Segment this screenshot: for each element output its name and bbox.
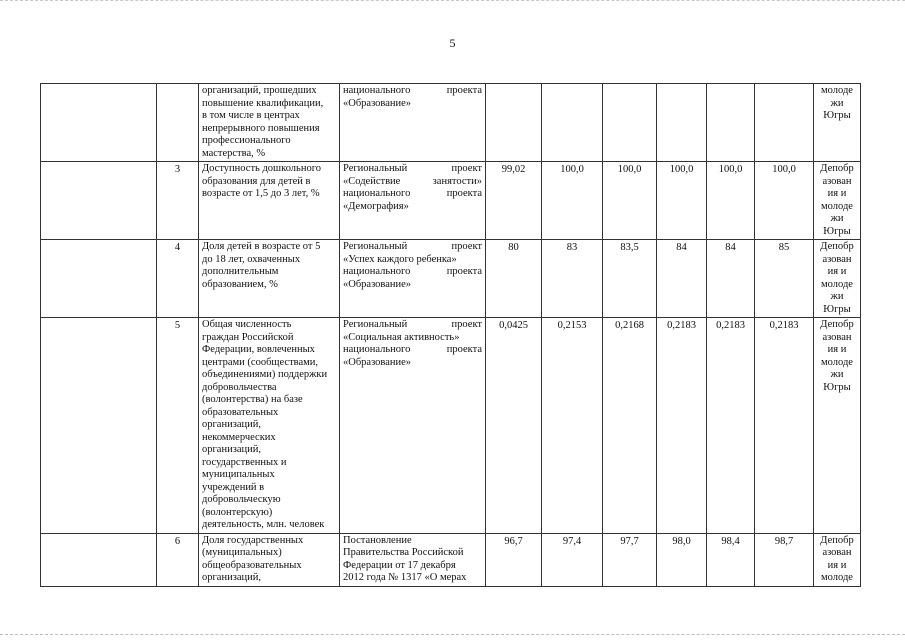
basis-word: национального	[343, 85, 411, 96]
responsible-line: Депобр	[820, 163, 854, 174]
row-number-cell: 4	[157, 240, 199, 318]
responsible-line: ия и	[827, 266, 847, 277]
basis-word: национального	[343, 188, 411, 199]
value-cell: 0,0425	[486, 318, 542, 534]
basis-line	[343, 344, 482, 357]
responsible-line: жи	[830, 97, 844, 109]
basis-word: Региональный	[343, 163, 408, 174]
table-row	[41, 533, 861, 586]
value-cell: 99,02	[486, 162, 542, 240]
value-cell: 98,0	[657, 533, 707, 586]
responsible-cell	[814, 162, 861, 240]
blank-cell	[41, 318, 157, 534]
indicator-line: Доля государственных	[202, 534, 304, 546]
responsible-line: жи	[830, 369, 844, 380]
basis-line	[343, 319, 482, 332]
table-row	[41, 240, 861, 318]
responsible-line: жи	[830, 213, 844, 224]
basis-line	[343, 163, 482, 176]
basis-line	[343, 85, 482, 98]
basis-line	[343, 176, 482, 189]
basis-line	[343, 188, 482, 201]
basis-line	[343, 241, 482, 254]
basis-word: «Содействие	[343, 175, 401, 187]
page-top-edge	[0, 0, 905, 2]
indicator-line: некоммерческих	[202, 431, 276, 443]
indicator-line: организаций,	[202, 444, 261, 455]
basis-cell	[340, 84, 486, 162]
responsible-cell	[814, 318, 861, 534]
indicator-line: Федерации, вовлеченных	[202, 344, 315, 355]
responsible-line: азован	[822, 331, 852, 343]
indicator-cell	[199, 240, 340, 318]
value-cell: 0,2183	[657, 318, 707, 534]
basis-word: национального	[343, 266, 411, 277]
row-number-cell: 5	[157, 318, 199, 534]
basis-word: Региональный	[343, 241, 408, 252]
value-cell: 0,2183	[755, 318, 814, 534]
basis-cell	[340, 318, 486, 534]
indicator-line: непрерывного повышения	[202, 122, 320, 134]
basis-word: Федерации от 17 декабря	[343, 559, 456, 571]
indicator-cell	[199, 533, 340, 586]
value-cell: 100,0	[755, 162, 814, 240]
responsible-line: жи	[830, 291, 844, 302]
basis-word: проекта	[446, 344, 482, 355]
basis-cell	[340, 240, 486, 318]
value-cell: 0,2183	[707, 318, 755, 534]
basis-word: «Демография»	[343, 200, 409, 212]
value-cell: 96,7	[486, 533, 542, 586]
responsible-line: молоде	[821, 200, 853, 212]
basis-line	[343, 279, 482, 292]
basis-line	[343, 572, 482, 585]
indicator-line: учреждений в	[202, 481, 265, 493]
indicator-line: до 18 лет, охваченных	[202, 253, 301, 265]
basis-word: «Успех каждого ребенка»	[343, 253, 457, 265]
value-cell: 98,7	[755, 533, 814, 586]
basis-line	[343, 357, 482, 370]
value-cell: 98,4	[707, 533, 755, 586]
responsible-cell	[814, 533, 861, 586]
value-cell	[486, 84, 542, 162]
indicator-line: центрами (сообществами,	[202, 356, 319, 368]
basis-word: «Социальная активность»	[343, 331, 460, 343]
responsible-line: Югры	[823, 110, 851, 121]
value-cell: 100,0	[542, 162, 603, 240]
responsible-line: молоде	[821, 278, 853, 290]
responsible-line: Югры	[823, 381, 851, 393]
indicators-table	[40, 83, 861, 587]
responsible-line: азован	[822, 547, 852, 558]
basis-word: занятости»	[432, 175, 482, 187]
value-cell	[603, 84, 657, 162]
indicator-line: объединениями) поддержки	[202, 369, 328, 380]
indicator-line: (муниципальных)	[202, 547, 282, 558]
basis-word: проект	[451, 163, 482, 174]
indicator-line: государственных и	[202, 456, 287, 468]
responsible-line: Югры	[823, 225, 851, 237]
indicator-line: в том числе в центрах	[202, 110, 300, 121]
basis-word: проект	[451, 241, 482, 252]
indicator-line: муниципальных	[202, 469, 275, 480]
table-row	[41, 84, 861, 162]
basis-line	[343, 201, 482, 214]
basis-word: «Образование»	[343, 278, 412, 290]
basis-word: проекта	[446, 188, 482, 199]
blank-cell	[41, 162, 157, 240]
responsible-line: молоде	[821, 356, 853, 368]
basis-word: Региональный	[343, 319, 408, 330]
responsible-line: Депобр	[820, 319, 854, 330]
indicator-line: образования для детей в	[202, 175, 311, 187]
responsible-line: Депобр	[820, 241, 854, 252]
responsible-line: Депобр	[820, 534, 854, 546]
blank-cell	[41, 84, 157, 162]
value-cell: 0,2153	[542, 318, 603, 534]
value-cell: 83	[542, 240, 603, 318]
indicator-line: Доступность дошкольного	[202, 163, 321, 174]
indicator-cell	[199, 162, 340, 240]
value-cell	[542, 84, 603, 162]
row-number-cell: 6	[157, 533, 199, 586]
responsible-cell	[814, 84, 861, 162]
basis-line	[343, 98, 482, 111]
indicator-line: общеобразовательных	[202, 559, 302, 571]
indicator-line: организаций, прошедших	[202, 85, 317, 96]
page-number: 5	[449, 36, 456, 50]
responsible-line: ия и	[827, 188, 847, 199]
value-cell	[755, 84, 814, 162]
indicator-line: повышение квалификации,	[202, 97, 324, 109]
basis-line	[343, 547, 482, 560]
basis-line	[343, 332, 482, 345]
responsible-line: азован	[822, 253, 852, 265]
value-cell: 0,2168	[603, 318, 657, 534]
table-row	[41, 318, 861, 534]
indicator-line: добровольчества	[202, 381, 277, 393]
basis-cell	[340, 162, 486, 240]
indicator-line: (волонтерскую)	[202, 506, 273, 518]
blank-cell	[41, 533, 157, 586]
indicator-line: деятельность, млн. человек	[202, 519, 325, 530]
value-cell: 100,0	[603, 162, 657, 240]
indicator-line: дополнительным	[202, 266, 279, 277]
basis-word: проекта	[446, 85, 482, 96]
row-number-cell	[157, 84, 199, 162]
basis-word: «Образование»	[343, 356, 412, 368]
indicator-line: Общая численность	[202, 319, 292, 330]
indicator-line: образованием, %	[202, 278, 278, 290]
basis-word: национального	[343, 344, 411, 355]
basis-line	[343, 535, 482, 548]
value-cell: 83,5	[603, 240, 657, 318]
indicator-line: добровольческую	[202, 494, 281, 505]
responsible-cell	[814, 240, 861, 318]
basis-word: проект	[451, 319, 482, 330]
value-cell	[707, 84, 755, 162]
basis-line	[343, 266, 482, 279]
table-row	[41, 162, 861, 240]
responsible-line: молоде	[821, 572, 853, 583]
blank-cell	[41, 240, 157, 318]
indicator-cell	[199, 318, 340, 534]
value-cell: 100,0	[657, 162, 707, 240]
basis-word: «Образование»	[343, 97, 412, 109]
value-cell: 84	[707, 240, 755, 318]
basis-line	[343, 254, 482, 267]
indicator-line: Доля детей в возрасте от 5	[202, 241, 321, 252]
indicator-cell	[199, 84, 340, 162]
value-cell	[657, 84, 707, 162]
indicator-line: организаций,	[202, 419, 261, 430]
value-cell: 100,0	[707, 162, 755, 240]
responsible-line: ия и	[827, 344, 847, 355]
basis-word: Правительства Российской	[343, 547, 464, 558]
indicator-line: граждан Российской	[202, 331, 294, 343]
value-cell: 80	[486, 240, 542, 318]
indicator-line: (волонтерства) на базе	[202, 394, 303, 405]
page-bottom-edge	[0, 634, 905, 636]
value-cell: 85	[755, 240, 814, 318]
basis-line	[343, 560, 482, 573]
row-number-cell: 3	[157, 162, 199, 240]
value-cell: 97,4	[542, 533, 603, 586]
value-cell: 84	[657, 240, 707, 318]
indicator-line: возрасте от 1,5 до 3 лет, %	[202, 188, 320, 199]
responsible-line: азован	[822, 175, 852, 187]
indicator-line: образовательных	[202, 406, 279, 418]
responsible-line: ия и	[827, 559, 847, 571]
value-cell: 97,7	[603, 533, 657, 586]
indicator-line: организаций,	[202, 572, 261, 583]
basis-word: проекта	[446, 266, 482, 277]
basis-word: 2012 года № 1317 «О мерах	[343, 572, 467, 583]
responsible-line: Югры	[823, 303, 851, 315]
responsible-line: молоде	[821, 85, 853, 96]
basis-word: Постановление	[343, 534, 412, 546]
basis-cell	[340, 533, 486, 586]
indicator-line: мастерства, %	[202, 147, 266, 159]
indicator-line: профессионального	[202, 135, 291, 146]
